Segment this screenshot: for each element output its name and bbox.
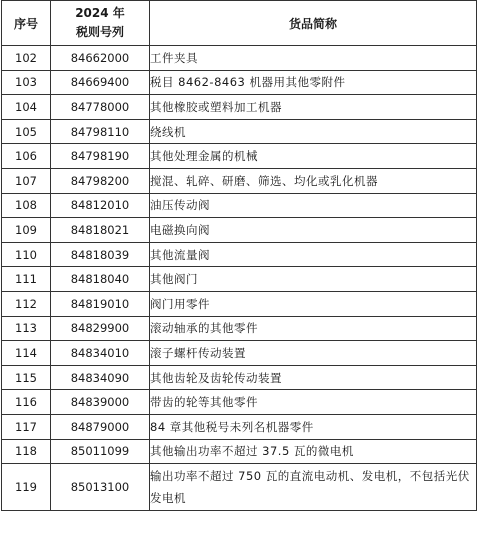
row-name: 输出功率不超过 750 瓦的直流电动机、发电机，不包括光伏发电机: [150, 464, 477, 511]
row-name: 84 章其他税号未列名机器零件: [150, 414, 477, 439]
row-code: 84839000: [51, 390, 150, 415]
row-seq: 113: [2, 316, 51, 341]
table-row: [2, 168, 477, 193]
row-name: 税目 8462-8463 机器用其他零附件: [150, 70, 477, 95]
row-code: 84778000: [51, 95, 150, 120]
table-row: [2, 341, 477, 366]
row-code: 84798190: [51, 144, 150, 169]
row-seq: 106: [2, 144, 51, 169]
row-name: 其他橡胶或塑料加工机器: [150, 95, 477, 120]
table-row: [2, 291, 477, 316]
row-code: 84834090: [51, 365, 150, 390]
row-name: 搅混、轧碎、研磨、筛选、均化或乳化机器: [150, 168, 477, 193]
table-row: [2, 316, 477, 341]
row-code: 84669400: [51, 70, 150, 95]
row-seq: 107: [2, 168, 51, 193]
row-name: 带齿的轮等其他零件: [150, 390, 477, 415]
table-row: [2, 119, 477, 144]
header-code-line1: 2024 年: [75, 6, 125, 20]
row-seq: 114: [2, 341, 51, 366]
row-seq: 104: [2, 95, 51, 120]
row-seq: 109: [2, 218, 51, 243]
table-row: [2, 414, 477, 439]
row-name: 其他流量阀: [150, 242, 477, 267]
row-code: 84798110: [51, 119, 150, 144]
table-row: [2, 218, 477, 243]
row-code: 85011099: [51, 439, 150, 464]
header-code-line2: 税则号列: [75, 25, 124, 39]
row-seq: 116: [2, 390, 51, 415]
row-name: 阀门用零件: [150, 291, 477, 316]
row-code: 84879000: [51, 414, 150, 439]
row-name: 其他处理金属的机械: [150, 144, 477, 169]
row-seq: 102: [2, 46, 51, 71]
row-name: 油压传动阀: [150, 193, 477, 218]
row-name: 滚动轴承的其他零件: [150, 316, 477, 341]
row-name: 绕线机: [150, 119, 477, 144]
row-name: 电磁换向阀: [150, 218, 477, 243]
row-seq: 105: [2, 119, 51, 144]
row-code: 84819010: [51, 291, 150, 316]
row-name: 其他阀门: [150, 267, 477, 292]
row-seq: 118: [2, 439, 51, 464]
table-row: [2, 439, 477, 464]
row-seq: 112: [2, 291, 51, 316]
row-seq: 108: [2, 193, 51, 218]
row-name: 工件夹具: [150, 46, 477, 71]
row-seq: 103: [2, 70, 51, 95]
table-row: [2, 46, 477, 71]
header-code: [51, 1, 150, 46]
row-code: 84818040: [51, 267, 150, 292]
row-code: 84818039: [51, 242, 150, 267]
row-code: 84662000: [51, 46, 150, 71]
header-name: 货品简称: [150, 1, 477, 46]
row-seq: 119: [2, 464, 51, 511]
row-seq: 117: [2, 414, 51, 439]
table-row: [2, 144, 477, 169]
row-seq: 110: [2, 242, 51, 267]
table-row: [2, 70, 477, 95]
row-name: 其他齿轮及齿轮传动装置: [150, 365, 477, 390]
table-row: [2, 193, 477, 218]
table-row: [2, 365, 477, 390]
table-row: [2, 242, 477, 267]
table-header-row: [2, 1, 477, 46]
row-code: 84818021: [51, 218, 150, 243]
table-row: [2, 390, 477, 415]
row-seq: 115: [2, 365, 51, 390]
row-code: 84798200: [51, 168, 150, 193]
table-row: [2, 267, 477, 292]
row-name: 滚子螺杆传动装置: [150, 341, 477, 366]
row-code: 84829900: [51, 316, 150, 341]
row-code: 84834010: [51, 341, 150, 366]
tariff-table: [1, 0, 477, 511]
table-row: [2, 95, 477, 120]
row-code: 84812010: [51, 193, 150, 218]
header-seq: 序号: [2, 1, 51, 46]
table-row: [2, 464, 477, 511]
row-name: 其他输出功率不超过 37.5 瓦的微电机: [150, 439, 477, 464]
row-code: 85013100: [51, 464, 150, 511]
row-seq: 111: [2, 267, 51, 292]
